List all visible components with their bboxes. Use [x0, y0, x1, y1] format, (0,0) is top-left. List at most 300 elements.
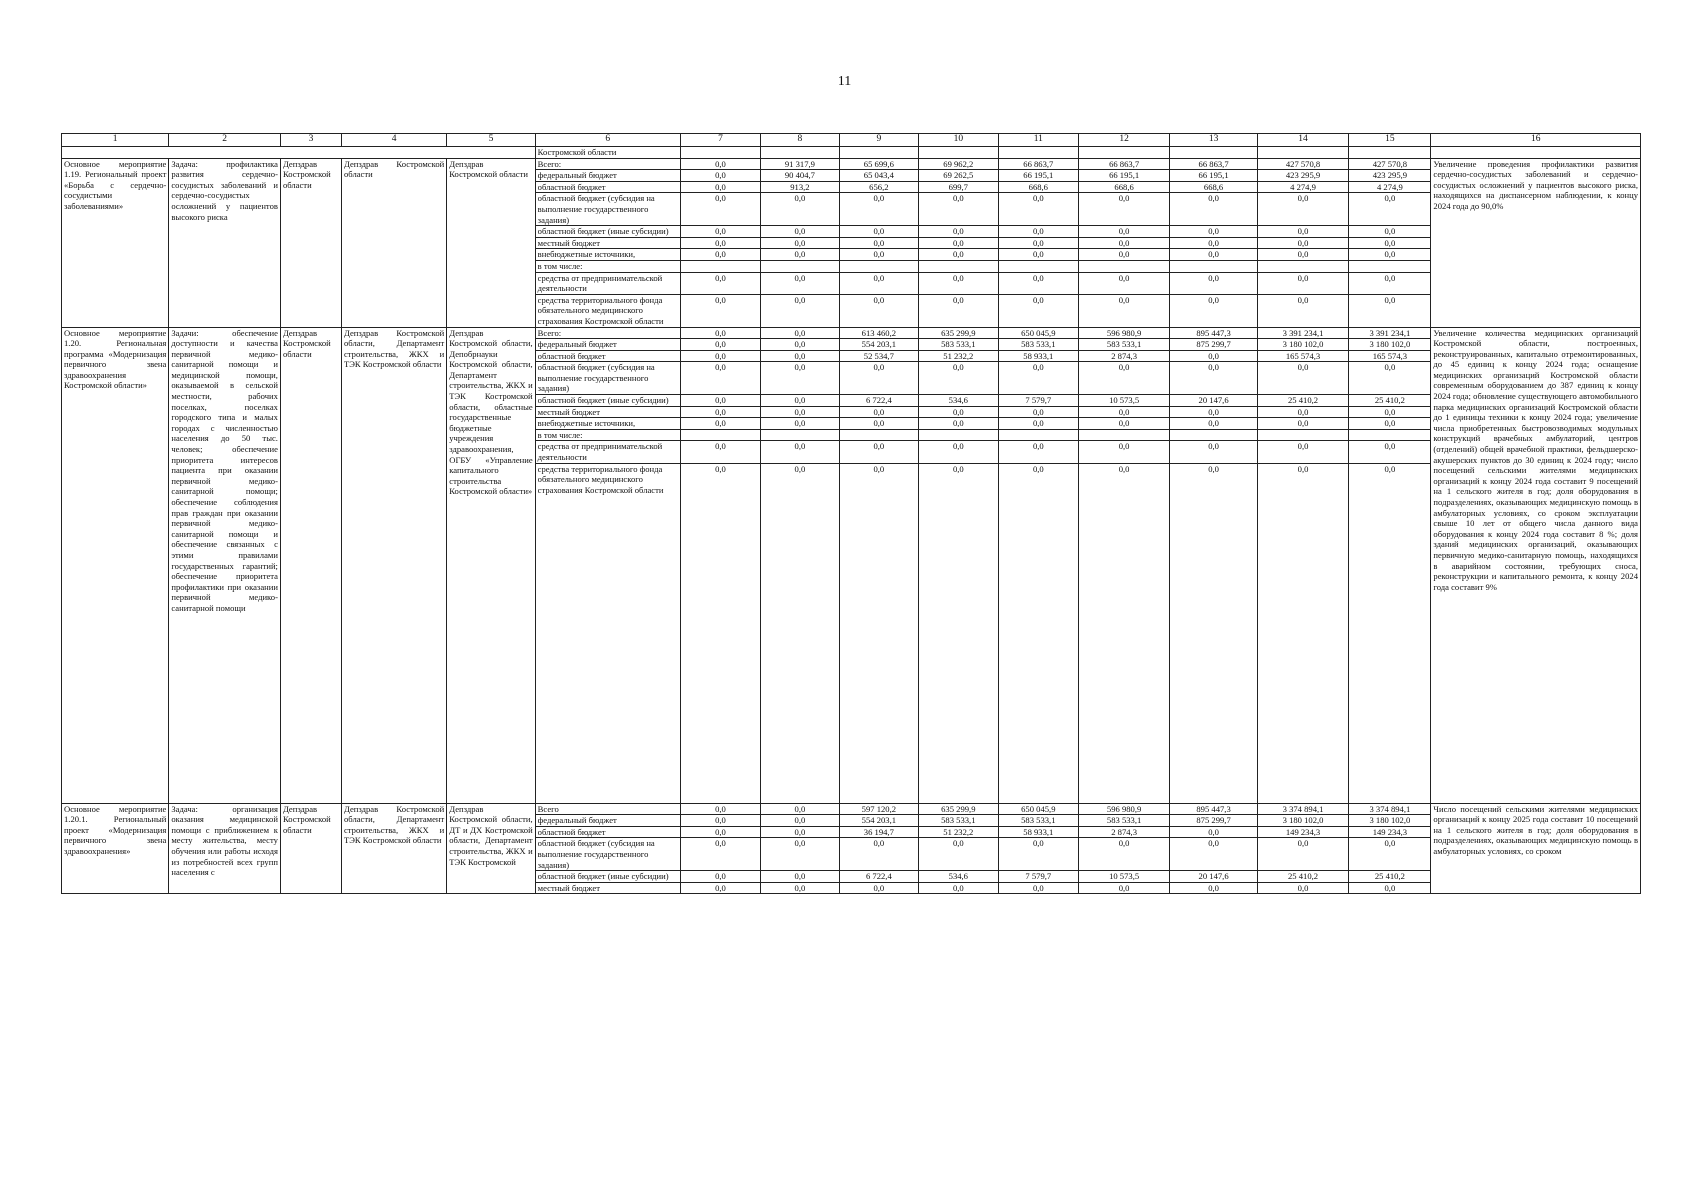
amount-cell: 0,0: [1170, 237, 1257, 249]
amount-cell: 0,0: [680, 193, 760, 226]
amount-cell: 0,0: [760, 418, 839, 430]
amount-cell: [1078, 429, 1170, 441]
amount-cell: 0,0: [1078, 237, 1170, 249]
amount-cell: 0,0: [918, 882, 998, 894]
table-row: [62, 803, 1641, 815]
cell-c3: Депздрав Костромской области: [280, 158, 341, 327]
amount-cell: 0,0: [1349, 249, 1431, 261]
amount-cell: 25 410,2: [1349, 871, 1431, 883]
amount-cell: 149 234,3: [1349, 826, 1431, 838]
amount-cell: 25 410,2: [1257, 395, 1349, 407]
amount-cell: 0,0: [680, 826, 760, 838]
amount-cell: 0,0: [1170, 463, 1257, 803]
amount-cell: 554 203,1: [839, 815, 918, 827]
cell-c1: Основное мероприятие 1.19. Региональный проект «Борьба с сердечно-сосудистыми заболеваниями»: [62, 158, 169, 327]
amount-cell: 0,0: [1349, 838, 1431, 871]
amount-cell: 0,0: [1257, 237, 1349, 249]
amount-cell: 7 579,7: [998, 395, 1078, 407]
expected-result: Число посещений сельскими жителями медицинских организаций к концу 2025 года составит 10 посещений на 1 сельского жителя в год; доля оборудования в подразделениях, оказывающих медицинскую помощь в амбулаторных условиях, со сроком: [1431, 803, 1641, 894]
amount-cell: 0,0: [1078, 272, 1170, 294]
amount-cell: 0,0: [998, 249, 1078, 261]
amount-cell: 66 195,1: [1078, 170, 1170, 182]
amount-cell: 875 299,7: [1170, 815, 1257, 827]
amount-cell: [998, 260, 1078, 272]
amount-cell: 0,0: [680, 339, 760, 351]
funding-source: в том числе:: [535, 260, 680, 272]
header-cell: 14: [1257, 134, 1349, 147]
funding-source: внебюджетные источники,: [535, 249, 680, 261]
amount-cell: 0,0: [918, 193, 998, 226]
table-row: [62, 327, 1641, 339]
amount-cell: 0,0: [839, 882, 918, 894]
amount-cell: 0,0: [998, 463, 1078, 803]
header-cell: 5: [447, 134, 535, 147]
amount-cell: 3 391 234,1: [1349, 327, 1431, 339]
header-cell: 15: [1349, 134, 1431, 147]
page-number: 11: [837, 74, 852, 89]
amount-cell: 0,0: [998, 193, 1078, 226]
expected-result: Увеличение количества медицинских организаций Костромской области, построенных, реконструированных, капитально отремонтированных, до 45 единиц к концу 2024 года; оснащение медицинских организаций Костромской области современным оборудованием до 387 единиц к концу 2024 года; обновление существующего автомобильного парка медицинских организаций Костромской области до 1 единицы техники к концу 2024 года; увеличение числа приобретенных быстровозводимых модульных конструкций врачебных амбулаторий, центров (отделений) общей врачебной практики, фельдшерско-акушерских пунктов до 30 единиц к 2024 году; число посещений сельскими жителями медицинских организаций к концу 2024 года составит 9 посещений на 1 сельского жителя в год; доля оборудования в подразделениях, оказывающих медицинскую помощь в амбулаторных условиях, со сроком эксплуатации свыше 10 лет от общего числа данного вида оборудования к концу 2024 года составит 8 %; доля зданий медицинских организаций, оказывающих первичную медико-санитарную помощь, находящихся в аварийном состоянии, требующих сноса, реконструкции и капитального ремонта, к концу 2024 года составит 9%: [1431, 327, 1641, 803]
cell-c3: Депздрав Костромской области: [280, 803, 341, 894]
amount-cell: 10 573,5: [1078, 871, 1170, 883]
amount-cell: 0,0: [1257, 463, 1349, 803]
amount-cell: 0,0: [1257, 294, 1349, 327]
amount-cell: [760, 429, 839, 441]
budget-table: [61, 133, 1641, 894]
amount-cell: 0,0: [1349, 226, 1431, 238]
amount-cell: 0,0: [760, 463, 839, 803]
amount-cell: 0,0: [680, 838, 760, 871]
amount-cell: 66 863,7: [998, 158, 1078, 170]
amount-cell: 0,0: [680, 294, 760, 327]
amount-cell: 583 533,1: [998, 339, 1078, 351]
amount-cell: 0,0: [680, 272, 760, 294]
amount-cell: 0,0: [998, 406, 1078, 418]
cell-c5: Депздрав Костромской области, Депобрнауки Костромской области, Департамент строительства, ЖКХ и ТЭК Костромской области, областные государственные бюджетные учреждения здравоохранения, ОГБУ «Управление капитального строительства Костромской области»: [447, 327, 535, 803]
amount-cell: 0,0: [998, 362, 1078, 395]
amount-cell: 0,0: [918, 406, 998, 418]
amount-cell: 0,0: [1349, 193, 1431, 226]
amount-cell: 0,0: [760, 272, 839, 294]
header-cell: 16: [1431, 134, 1641, 147]
amount-cell: 0,0: [680, 181, 760, 193]
amount-cell: 0,0: [1257, 838, 1349, 871]
amount-cell: 596 980,9: [1078, 327, 1170, 339]
amount-cell: [1170, 260, 1257, 272]
amount-cell: 0,0: [680, 362, 760, 395]
amount-cell: 3 180 102,0: [1257, 815, 1349, 827]
amount-cell: 0,0: [760, 193, 839, 226]
amount-cell: 583 533,1: [918, 815, 998, 827]
amount-cell: 58 933,1: [998, 826, 1078, 838]
header-cell: 1: [62, 134, 169, 147]
cell-c2: Задача: профилактика развития сердечно-сосудистых заболеваний и сердечно-сосудистых осложнений у пациентов высокого риска: [169, 158, 281, 327]
amount-cell: 0,0: [1257, 418, 1349, 430]
amount-cell: 20 147,6: [1170, 395, 1257, 407]
amount-cell: 0,0: [680, 237, 760, 249]
amount-cell: 0,0: [1170, 441, 1257, 463]
empty-cell: [62, 147, 536, 159]
header-cell: 9: [839, 134, 918, 147]
amount-cell: 25 410,2: [1349, 395, 1431, 407]
amount-cell: 65 043,4: [839, 170, 918, 182]
amount-cell: 0,0: [1170, 193, 1257, 226]
header-cell: 8: [760, 134, 839, 147]
amount-cell: 0,0: [680, 463, 760, 803]
amount-cell: 0,0: [760, 803, 839, 815]
amount-cell: 0,0: [760, 815, 839, 827]
amount-cell: 0,0: [1170, 350, 1257, 362]
funding-source: Всего: [535, 803, 680, 815]
amount-cell: 913,2: [760, 181, 839, 193]
amount-cell: 583 533,1: [1078, 815, 1170, 827]
amount-cell: 0,0: [998, 838, 1078, 871]
amount-cell: 0,0: [1349, 237, 1431, 249]
amount-cell: 52 534,7: [839, 350, 918, 362]
amount-cell: 0,0: [680, 871, 760, 883]
amount-cell: 0,0: [998, 272, 1078, 294]
amount-cell: 0,0: [918, 463, 998, 803]
amount-cell: 0,0: [839, 294, 918, 327]
amount-cell: 165 574,3: [1257, 350, 1349, 362]
amount-cell: 0,0: [1349, 418, 1431, 430]
amount-cell: 0,0: [760, 882, 839, 894]
carry-over-row: [62, 147, 1641, 159]
amount-cell: 635 299,9: [918, 803, 998, 815]
amount-cell: 0,0: [680, 882, 760, 894]
amount-cell: 0,0: [760, 441, 839, 463]
amount-cell: 36 194,7: [839, 826, 918, 838]
amount-cell: 0,0: [680, 249, 760, 261]
cell-c1: Основное мероприятие 1.20.1. Региональный проект «Модернизация первичного звена здравоохранения»: [62, 803, 169, 894]
amount-cell: 0,0: [680, 803, 760, 815]
funding-source: областной бюджет: [535, 350, 680, 362]
amount-cell: 0,0: [680, 395, 760, 407]
amount-cell: 427 570,8: [1257, 158, 1349, 170]
amount-cell: 0,0: [1349, 294, 1431, 327]
amount-cell: 0,0: [1170, 226, 1257, 238]
carry-over-source: Костромской области: [535, 147, 680, 159]
header-cell: 12: [1078, 134, 1170, 147]
amount-cell: 0,0: [918, 418, 998, 430]
amount-cell: 583 533,1: [1078, 339, 1170, 351]
amount-cell: 0,0: [760, 406, 839, 418]
amount-cell: 656,2: [839, 181, 918, 193]
amount-cell: 895 447,3: [1170, 803, 1257, 815]
funding-source: федеральный бюджет: [535, 339, 680, 351]
amount-cell: 0,0: [760, 294, 839, 327]
amount-cell: 0,0: [760, 226, 839, 238]
amount-cell: [680, 260, 760, 272]
header-cell: 7: [680, 134, 760, 147]
funding-source: средства территориального фонда обязательного медицинского страхования Костромской области: [535, 463, 680, 803]
amount-cell: 0,0: [1078, 418, 1170, 430]
amount-cell: 149 234,3: [1257, 826, 1349, 838]
amount-cell: 0,0: [998, 294, 1078, 327]
funding-source: местный бюджет: [535, 882, 680, 894]
amount-cell: 69 262,5: [918, 170, 998, 182]
amount-cell: 650 045,9: [998, 327, 1078, 339]
amount-cell: 0,0: [680, 441, 760, 463]
amount-cell: 596 980,9: [1078, 803, 1170, 815]
amount-cell: 0,0: [918, 272, 998, 294]
amount-cell: 0,0: [918, 249, 998, 261]
amount-cell: 0,0: [1170, 362, 1257, 395]
amount-cell: 66 195,1: [998, 170, 1078, 182]
amount-cell: [1257, 429, 1349, 441]
amount-cell: 25 410,2: [1257, 871, 1349, 883]
empty-cell: [1170, 147, 1257, 159]
amount-cell: [680, 429, 760, 441]
amount-cell: 91 317,9: [760, 158, 839, 170]
funding-source: областной бюджет (иные субсидии): [535, 226, 680, 238]
amount-cell: [1349, 429, 1431, 441]
cell-c4: Депздрав Костромской области, Департамент строительства, ЖКХ и ТЭК Костромской области: [341, 803, 446, 894]
funding-source: Всего:: [535, 158, 680, 170]
empty-cell: [760, 147, 839, 159]
amount-cell: 3 180 102,0: [1349, 339, 1431, 351]
table-row: [62, 158, 1641, 170]
amount-cell: 0,0: [998, 882, 1078, 894]
amount-cell: 0,0: [1257, 406, 1349, 418]
amount-cell: 613 460,2: [839, 327, 918, 339]
empty-cell: [680, 147, 760, 159]
header-cell: 2: [169, 134, 281, 147]
empty-cell: [839, 147, 918, 159]
amount-cell: 65 699,6: [839, 158, 918, 170]
amount-cell: 0,0: [1349, 463, 1431, 803]
funding-source: областной бюджет (иные субсидии): [535, 871, 680, 883]
amount-cell: 0,0: [1170, 406, 1257, 418]
empty-cell: [998, 147, 1078, 159]
funding-source: федеральный бюджет: [535, 815, 680, 827]
amount-cell: 0,0: [1170, 249, 1257, 261]
amount-cell: 0,0: [1078, 406, 1170, 418]
amount-cell: 0,0: [1078, 463, 1170, 803]
funding-source: средства от предпринимательской деятельности: [535, 272, 680, 294]
amount-cell: 0,0: [680, 226, 760, 238]
funding-source: внебюджетные источники,: [535, 418, 680, 430]
header-cell: 6: [535, 134, 680, 147]
amount-cell: 0,0: [998, 237, 1078, 249]
cell-c5: Депздрав Костромской области: [447, 158, 535, 327]
amount-cell: 0,0: [1349, 362, 1431, 395]
amount-cell: 7 579,7: [998, 871, 1078, 883]
amount-cell: 3 374 894,1: [1257, 803, 1349, 815]
amount-cell: 0,0: [760, 362, 839, 395]
amount-cell: 0,0: [1257, 362, 1349, 395]
amount-cell: 699,7: [918, 181, 998, 193]
amount-cell: 0,0: [760, 327, 839, 339]
amount-cell: 0,0: [1170, 882, 1257, 894]
amount-cell: 3 391 234,1: [1257, 327, 1349, 339]
amount-cell: 597 120,2: [839, 803, 918, 815]
amount-cell: 423 295,9: [1349, 170, 1431, 182]
funding-source: в том числе:: [535, 429, 680, 441]
amount-cell: 0,0: [680, 170, 760, 182]
amount-cell: 0,0: [1257, 272, 1349, 294]
amount-cell: 427 570,8: [1349, 158, 1431, 170]
amount-cell: 51 232,2: [918, 350, 998, 362]
amount-cell: 6 722,4: [839, 395, 918, 407]
amount-cell: 0,0: [839, 226, 918, 238]
amount-cell: [998, 429, 1078, 441]
amount-cell: 2 874,3: [1078, 826, 1170, 838]
amount-cell: 2 874,3: [1078, 350, 1170, 362]
amount-cell: 0,0: [760, 871, 839, 883]
amount-cell: 0,0: [760, 838, 839, 871]
funding-source: областной бюджет (иные субсидии): [535, 395, 680, 407]
amount-cell: 0,0: [1349, 882, 1431, 894]
amount-cell: 0,0: [839, 249, 918, 261]
amount-cell: 0,0: [918, 294, 998, 327]
empty-cell: [1349, 147, 1431, 159]
amount-cell: 0,0: [839, 463, 918, 803]
amount-cell: 0,0: [1078, 226, 1170, 238]
amount-cell: 534,6: [918, 395, 998, 407]
amount-cell: 0,0: [839, 418, 918, 430]
cell-c3: Депздрав Костромской области: [280, 327, 341, 803]
amount-cell: 0,0: [1078, 249, 1170, 261]
amount-cell: 0,0: [760, 237, 839, 249]
funding-source: областной бюджет: [535, 826, 680, 838]
amount-cell: [1170, 429, 1257, 441]
amount-cell: 0,0: [760, 249, 839, 261]
amount-cell: 0,0: [1170, 838, 1257, 871]
empty-cell: [1257, 147, 1349, 159]
amount-cell: 66 863,7: [1078, 158, 1170, 170]
header-cell: 3: [280, 134, 341, 147]
amount-cell: [918, 260, 998, 272]
funding-source: местный бюджет: [535, 406, 680, 418]
amount-cell: 0,0: [760, 826, 839, 838]
amount-cell: 0,0: [1257, 226, 1349, 238]
cell-c1: Основное мероприятие 1.20. Региональная программа «Модернизация первичного звена здравоохранения Костромской области»: [62, 327, 169, 803]
empty-cell: [918, 147, 998, 159]
amount-cell: 4 274,9: [1349, 181, 1431, 193]
expected-result: Увеличение проведения профилактики развития сердечно-сосудистых заболеваний и сердечно-сосудистых осложнений у пациентов высокого риска, находящихся на диспансерном наблюдении, к концу 2024 года до 90,0%: [1431, 158, 1641, 327]
amount-cell: 0,0: [1170, 418, 1257, 430]
header-cell: 11: [998, 134, 1078, 147]
amount-cell: 0,0: [918, 362, 998, 395]
amount-cell: 0,0: [680, 327, 760, 339]
amount-cell: 90 404,7: [760, 170, 839, 182]
table-body: [62, 147, 1641, 894]
amount-cell: 3 374 894,1: [1349, 803, 1431, 815]
funding-source: Всего:: [535, 327, 680, 339]
amount-cell: 3 180 102,0: [1349, 815, 1431, 827]
cell-c2: Задача: организация оказания медицинской помощи с приближением к месту жительства, месту обучения или работы исходя из потребностей всех групп населения с: [169, 803, 281, 894]
funding-source: областной бюджет (субсидия на выполнение государственного задания): [535, 362, 680, 395]
amount-cell: 0,0: [680, 418, 760, 430]
amount-cell: 0,0: [680, 158, 760, 170]
amount-cell: 0,0: [1078, 441, 1170, 463]
amount-cell: 668,6: [1170, 181, 1257, 193]
amount-cell: 583 533,1: [918, 339, 998, 351]
amount-cell: 165 574,3: [1349, 350, 1431, 362]
amount-cell: 0,0: [1170, 272, 1257, 294]
amount-cell: 0,0: [760, 350, 839, 362]
amount-cell: 20 147,6: [1170, 871, 1257, 883]
amount-cell: 0,0: [918, 441, 998, 463]
funding-source: средства территориального фонда обязательного медицинского страхования Костромской области: [535, 294, 680, 327]
amount-cell: 0,0: [839, 441, 918, 463]
funding-source: средства от предпринимательской деятельности: [535, 441, 680, 463]
amount-cell: 10 573,5: [1078, 395, 1170, 407]
amount-cell: 58 933,1: [998, 350, 1078, 362]
amount-cell: 0,0: [1078, 362, 1170, 395]
amount-cell: 0,0: [839, 237, 918, 249]
empty-cell: [1078, 147, 1170, 159]
empty-cell: [1431, 147, 1641, 159]
amount-cell: 0,0: [918, 226, 998, 238]
amount-cell: 0,0: [1257, 882, 1349, 894]
amount-cell: 4 274,9: [1257, 181, 1349, 193]
amount-cell: 0,0: [839, 362, 918, 395]
amount-cell: 0,0: [839, 272, 918, 294]
amount-cell: 0,0: [1257, 441, 1349, 463]
amount-cell: 0,0: [680, 350, 760, 362]
amount-cell: 0,0: [998, 418, 1078, 430]
amount-cell: 0,0: [1349, 441, 1431, 463]
amount-cell: 0,0: [1078, 882, 1170, 894]
header-cell: 10: [918, 134, 998, 147]
amount-cell: 0,0: [1078, 294, 1170, 327]
funding-source: областной бюджет (субсидия на выполнение государственного задания): [535, 193, 680, 226]
funding-source: федеральный бюджет: [535, 170, 680, 182]
amount-cell: 0,0: [839, 406, 918, 418]
column-number-header: [62, 134, 1641, 147]
header-row: [62, 134, 1641, 147]
amount-cell: 0,0: [998, 441, 1078, 463]
amount-cell: 0,0: [1170, 826, 1257, 838]
amount-cell: 0,0: [760, 339, 839, 351]
amount-cell: 0,0: [1078, 838, 1170, 871]
amount-cell: 0,0: [760, 395, 839, 407]
amount-cell: 0,0: [918, 838, 998, 871]
amount-cell: 66 863,7: [1170, 158, 1257, 170]
amount-cell: 668,6: [1078, 181, 1170, 193]
amount-cell: 0,0: [1257, 249, 1349, 261]
amount-cell: 0,0: [918, 237, 998, 249]
cell-c5: Депздрав Костромской области, ДТ и ДХ Костромской области, Департамент строительства, ЖКХ и ТЭК Костромской: [447, 803, 535, 894]
amount-cell: 0,0: [1349, 272, 1431, 294]
funding-source: областной бюджет: [535, 181, 680, 193]
amount-cell: 534,6: [918, 871, 998, 883]
amount-cell: 635 299,9: [918, 327, 998, 339]
amount-cell: 0,0: [1257, 193, 1349, 226]
amount-cell: 69 962,2: [918, 158, 998, 170]
amount-cell: 0,0: [680, 406, 760, 418]
funding-source: местный бюджет: [535, 237, 680, 249]
amount-cell: 875 299,7: [1170, 339, 1257, 351]
amount-cell: 668,6: [998, 181, 1078, 193]
cell-c4: Депздрав Костромской области: [341, 158, 446, 327]
cell-c2: Задачи: обеспечение доступности и качества первичной медико-санитарной помощи и медицинской помощи, оказываемой в сельской местности, рабочих поселках, поселках городского типа и малых городах с численностью населения до 50 тыс. человек; обеспечение приоритета интересов пациента при оказании первичной медико-санитарной помощи; обеспечение соблюдения прав граждан при оказании первичной медико-санитарной помощи и обеспечение связанных с этими правилами государственных гарантий; обеспечение приоритета профилактики при оказании первичной медико-санитарной помощи: [169, 327, 281, 803]
amount-cell: 66 195,1: [1170, 170, 1257, 182]
amount-cell: 0,0: [1349, 406, 1431, 418]
amount-cell: [760, 260, 839, 272]
amount-cell: 0,0: [1170, 294, 1257, 327]
amount-cell: 554 203,1: [839, 339, 918, 351]
header-cell: 13: [1170, 134, 1257, 147]
funding-source: областной бюджет (субсидия на выполнение государственного задания): [535, 838, 680, 871]
amount-cell: [918, 429, 998, 441]
amount-cell: 6 722,4: [839, 871, 918, 883]
amount-cell: [1349, 260, 1431, 272]
amount-cell: 3 180 102,0: [1257, 339, 1349, 351]
amount-cell: 0,0: [680, 815, 760, 827]
